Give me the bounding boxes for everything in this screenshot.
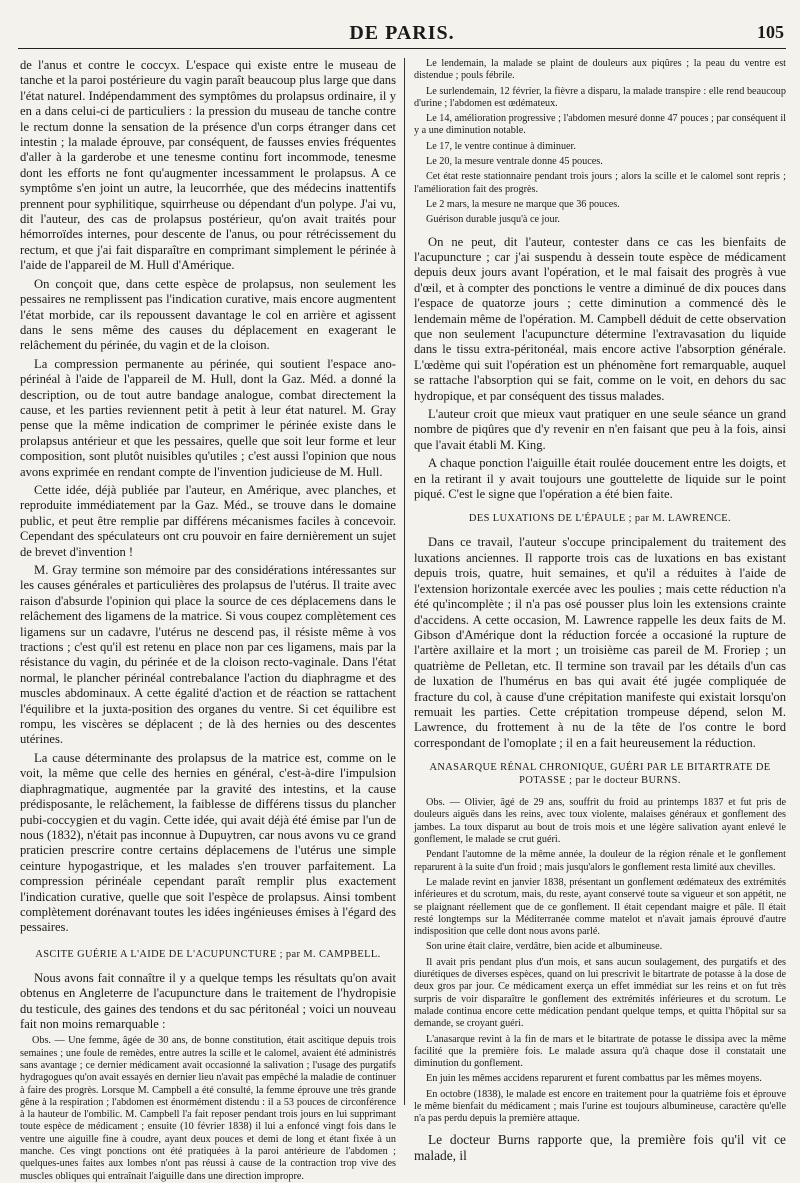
diary-entry: Le 17, le ventre continue à diminuer.	[426, 140, 576, 152]
observation-paragraph: Obs. — Une femme, âgée de 30 ans, de bonne constitution, était ascitique depuis trois semaines ; une foule de remèdes, entre autres la scille et le calomel, avaient été administrés sans avantage ; ce dernier médicament avait occasionné la salivation ; l'usage des purgatifs hydragogues qu'on avait essayés en dernier lieu n'avait pas empêché la maladie de continuer à faire des progrès. Lorsque M. Campbell a été consulté, la femme éprouve une très grande gêne à la respiration ; l'abdomen est énormément distendu : il a 53 pouces de circonférence à la hauteur de l'ombilic. M. Campbell l'a fait reposer pendant trois jours en lui supprimant toute espèce de médicament ; ensuite (10 février 1838) il lui a enfoncé vingt fois dans le ventre une aiguille fine à coudre, ayant deux pouces et demi de long et étant fixée à un manche. Ces vingt ponctions ont été pratiquées à la paroi antérieure de l'abdomen ; quelques-unes faites aux lombes n'ont pas réussi à cause de la contraction trop vive des muscles obliques qui entraînait l'aiguille dans une direction impropre.	[20, 1035, 396, 1182]
right-column	[414, 58, 786, 1163]
running-title: DE PARIS.	[349, 22, 455, 44]
left-intro-text	[20, 971, 396, 1033]
paragraph: Cette idée, déjà publiée par l'auteur, en Amérique, avec planches, et reproduite immédiatement par la Gaz. Méd., se trouve dans le domaine public, et peut être remplie par différens mécanismes faciles à concevoir. Cependant des spéculateurs ont cru pouvoir en faire dernièrement un sujet de brevet d'invention !	[20, 482, 396, 559]
left-column	[20, 58, 396, 1182]
luxations-text	[414, 535, 786, 751]
page-header	[18, 22, 786, 49]
observation-paragraph: Pendant l'automne de la même année, la douleur de la région rénale et le gonflement reparurent à la suite d'un froid ; mais jusqu'alors le gonflement resta limité aux chevilles.	[414, 849, 786, 873]
observation-paragraph: Le malade revint en janvier 1838, présentant un gonflement œdémateux des extrémités inférieures et du scrotum, mais, du reste, ayant conservé toute sa vigueur et son appétit, ne se plaignant réellement que de ce gonflement. Il était cependant maigre et pâle. Il était resté longtemps sur la Méditerranée comme matelot et n'avait jamais éprouvé d'autre indisposition que celle dont nous avons parlé.	[414, 876, 786, 938]
case-diary	[414, 58, 786, 227]
section-heading-luxations: DES LUXATIONS DE L'ÉPAULE ; par M. LAWRENCE.	[468, 513, 732, 525]
observation-paragraph: Il avait pris pendant plus d'un mois, et sans aucun soulagement, des purgatifs et des diurétiques de diverses espèces, quand on lui prescrivit le bitartrate de potasse à la dose de deux gros par jour. Ce médicament exerça un effet immédiat sur les reins et on fut très surpris de voir disparaître le gonflement des extrémités inférieures et du scrotum. Le malade continua encore cette médication pendant quelque temps, et quitta l'hôpital sur sa demande, se croyant guéri.	[414, 956, 786, 1030]
paragraph: La compression permanente au périnée, qui soutient l'espace ano-périnéal à l'aide de l'appareil de M. Hull, dont la Gaz. Méd. a donné la description, ou de tout autre bandage analogue, combat directement la cause, et les parties reviennent petit à petit à leur état naturel. M. Gray pense que la même indication de comprimer le périnée existe dans le prolapsus antérieur et que les pessaires, quelle que soit leur forme et leur composition, sont plutôt nuisibles qu'utiles ; c'est aussi l'opinion que nous avons exprimée en rendant compte de l'invention judicieuse de M. Hull.	[20, 356, 396, 479]
observation-paragraph: En juin les mêmes accidens reparurent et furent combattus par les mêmes moyens.	[426, 1073, 762, 1085]
anasarque-observation	[414, 797, 786, 1125]
diary-entry: Le surlendemain, 12 février, la fièvre a disparu, la malade transpire : elle rend beaucoup d'urine ; l'abdomen est œdémateux.	[414, 85, 786, 109]
observation-paragraph: Obs. — Olivier, âgé de 29 ans, souffrit du froid au printemps 1837 et fut pris de douleurs aiguës dans les reins, avec toux violente, malaises généraux et gonflement des jambes. La toux disparut au bout de trois mois et une légère salivation ayant enlevé le gonflement, le malade se crut guéri.	[414, 797, 786, 846]
observation-paragraph: L'anasarque revint à la fin de mars et le bitartrate de potasse le dissipa avec la même facilité que la première fois. Le malade assura qu'à chaque dose il constatait une diminution du gonflement.	[414, 1033, 786, 1070]
observation-paragraph: En octobre (1838), le malade est encore en traitement pour la quatrième fois et éprouve le même bienfait du médicament ; mais l'urine est toujours albumineuse, caractère qu'elle n'a pas perdu depuis la première attaque.	[414, 1088, 786, 1125]
column-divider	[404, 58, 405, 1105]
diary-entry: Le 14, amélioration progressive ; l'abdomen mesuré donne 47 pouces ; par conséquent il y a une diminution notable.	[414, 113, 786, 137]
diary-entry: Le 20, la mesure ventrale donne 45 pouces.	[426, 156, 603, 168]
left-body-text	[20, 58, 396, 936]
paragraph: A chaque ponction l'aiguille était roulée doucement entre les doigts, et en la retirant il y avait toujours une gouttelette de liquide sur le point piqué. C'est le signe que l'opération a été bien faite.	[414, 456, 786, 502]
paragraph: Nous avons fait connaître il y a quelque temps les résultats qu'on avait obtenus en Angleterre de l'acupuncture dans le traitement de l'hydropisie du testicule, des gaines des tendons et du sac péritonéal ; voici un nouveau fait non moins remarquable :	[20, 970, 396, 1031]
page-number: 105	[757, 22, 784, 42]
paragraph: M. Gray termine son mémoire par des considérations intéressantes sur les causes générales et particulières des prolapsus de l'utérus. Il traite avec raison d'absurde l'opinion qui place la source de ces déplacemens dans le relâchement des ligamens de la matrice. Si vous coupez complètement ces ligamens sur un cadavre, l'utérus ne descend pas, il résiste même à vos tractions ; c'est qu'il est retenu en place non par ces ligamens, mais par la résistance du vagin, du périnée et de la cloison recto-vaginale. Dans l'état normal, le plancher périnéal contrebalance l'action du diaphragme et des muscles abdominaux. A cette égalité d'action et de réaction se rattachent l'équilibre et la juxta-position des organes du ventre. Si cet équilibre est rompu, les viscères se déplacent ; de là des hernies ou des descentes utérines.	[20, 563, 396, 747]
diary-entry: Guérison durable jusqu'à ce jour.	[426, 214, 560, 226]
continuation-line: Le docteur Burns rapporte que, la première fois qu'il vit ce malade, il	[414, 1131, 786, 1163]
paragraph: L'auteur croit que mieux vaut pratiquer en une seule séance un grand nombre de piqûres que d'y revenir en n'en faisant que peu à la fois, ainsi que l'avait établi M. King.	[414, 407, 786, 452]
paragraph: Dans ce travail, l'auteur s'occupe principalement du traitement des luxations anciennes. Il rapporte trois cas de luxations en bas existant depuis trois, quatre, huit semaines, et qu'il a réduites à l'aide de l'extension horizontale exercée avec les poulies ; mais cette réduction n'a été qu'incomplète ; il n'a pas osé pousser plus loin les extensions crainte d'accidens. A cette occasion, M. Lawrence rappelle les deux faits de M. Gibson d'Amérique dont la réduction forcée a occasioné la rupture de l'artère axillaire et la mort ; un troisième cas pareil de M. Froriep ; un quatrième de Pelletan, etc. Il termine son travail par les détails d'un cas de luxation de l'humérus en bas qui avait été jugée compliquée de fracture du col, à cause d'une crépitation manifeste qui existait lorsqu'on remuait les parties. Cette crépitation trompeuse dépend, selon M. Lawrence, du frottement à nu de la tête de l'os contre le bord correspondant de l'omoplate ; il en a fait heureusement la réduction.	[414, 535, 786, 750]
paragraph: On conçoit que, dans cette espèce de prolapsus, non seulement les pessaires ne remplissent pas l'indication curative, mais encore augmentent l'état morbide, car ils repoussent davantage le col en arrière et agissent dans le sens même des causes du déplacement en exagerant le relâchement du périnée, du vagin et de la cloison.	[20, 276, 396, 353]
diary-entry: Le lendemain, la malade se plaint de douleurs aux piqûres ; la peau du ventre est distendue ; pouls fébrile.	[414, 58, 786, 82]
paragraph: de l'anus et contre le coccyx. L'espace qui existe entre le museau de tanche et la paroi postérieure du vagin paraît beaucoup plus large que dans l'état naturel. Indépendamment des symptômes du prolapsus ordinaire, il y en a dans celui-ci de particuliers : la pression du museau de tanche contre le rectum donne la sensation de la présence d'un corps étranger dans cet intestin ; la malade éprouve, par conséquent, de fausses envies fréquentes d'aller à la garderobe et une tenesme continu fort incommode, tenesme dont les efforts ne font qu'augmenter incessamment le prolapsus. A ce symptôme s'en joint un autre, la leucorrhée, que des médecins inattentifs prennent pour syphilitique, squirrheuse ou dépendant d'un polype. J'ai vu, dit l'auteur, des cas de prolapsus postérieur, qu'on avait traités pour hémorroïdes internes, pour descente de l'anus, ou pour rétrécissement du rectum, et que j'ai fait disparaître en comprimant simplement le périnée à l'aide de l'appareil de M. Hull d'Amérique.	[20, 58, 396, 273]
paragraph: On ne peut, dit l'auteur, contester dans ce cas les bienfaits de l'acupuncture ; car j'ai suspendu à dessein toute espèce de médicament depuis deux jours avant l'opération, et le mal faisait des progrès à vue d'œil, et à compter des ponctions le ventre a diminué de dix pouces dans l'espace de quatorze jours ; cette diminution a commencé dès le lendemain même de l'opération. M. Campbell déduit de cette observation que non seulement l'acupuncture détermine l'extravasation du liquide dans le tissu extra-péritonéal, mais encore active l'absorption générale. L'œdème qui suit l'opération est un phénomène fort remarquable, auquel se rattache l'absorption qui se fait, comme on le voit, en dehors du sac hydropique, et par conséquent des tissus malades.	[414, 234, 786, 403]
section-heading-anasarque: ANASARQUE RÉNAL CHRONIQUE, GUÉRI PAR LE BITARTRATE DE POTASSE ; par le docteur BURNS.	[429, 762, 771, 787]
observation-text	[20, 1035, 396, 1183]
right-body-text	[414, 235, 786, 503]
observation-paragraph: Son urine était claire, verdâtre, bien acide et albumineuse.	[426, 941, 663, 953]
diary-entry: Cet état reste stationnaire pendant trois jours ; alors la scille et le calomel sont repris ; l'amélioration fait des progrès.	[414, 171, 786, 195]
diary-entry: Le 2 mars, la mesure ne marque que 36 pouces.	[426, 198, 620, 210]
section-heading-ascite: ASCITE GUÉRIE A L'AIDE DE L'ACUPUNCTURE ; par M. CAMPBELL.	[35, 948, 381, 960]
paragraph: La cause déterminante des prolapsus de la matrice est, comme on le voit, la même que celle des hernies en général, c'est-à-dire l'impulsion diaphragmatique, augmentée par la gravité des intestins, et la cause prédisposante, le relâchement, la faiblesse de différens tissus du plancher pubi-coccygien et du vagin. Cette idée, qui avait déjà été émise par l'un de nous (1832), n'était pas inconnue à Dupuytren, car nous avons vu ce grand praticien prescrire contre certains déplacemens de l'utérus une simple ceinture hypogastrique, et les malades s'en trouver parfaitement. La compression périnéale cependant paraît remplir plus exactement l'indication curative, quelle que soit l'espèce de prolapsus. Ainsi tombent complètement dorénavant toutes les idées ingénieuses émises à l'égard des pessaires.	[20, 750, 396, 935]
